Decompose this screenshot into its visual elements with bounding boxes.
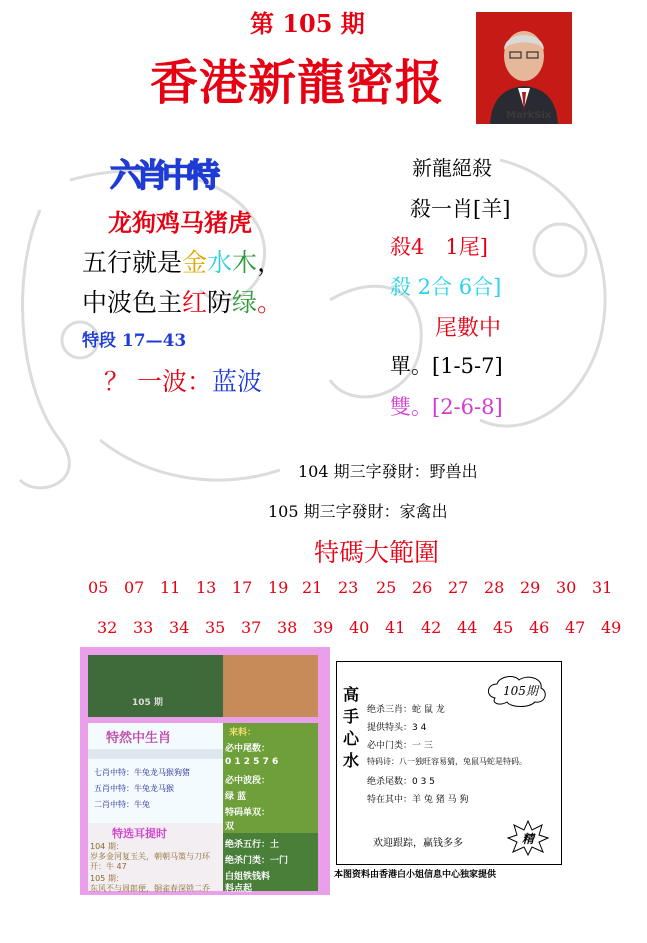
special-number: 23 (338, 578, 359, 597)
promo-poem-1: 104 期： (90, 842, 124, 851)
kill-tail: 殺4 1尾] (390, 235, 488, 259)
special-number: 42 (421, 618, 442, 637)
expert-panel (336, 661, 562, 865)
wuxing-line (82, 243, 282, 279)
expert-char-3: 心 (343, 729, 360, 748)
source-footer: 本图资料由香港白小姐信息中心独家提供 (334, 870, 497, 880)
wuxing-suffix: ， (257, 248, 283, 277)
issue-105-tip: 105 期三字發財：家禽出 (268, 502, 448, 521)
follow-text: 欢迎跟踪，赢钱多多 (373, 838, 463, 849)
expert-line-1: 绝杀三肖：蛇 鼠 龙 (367, 705, 445, 715)
special-number: 33 (133, 618, 154, 637)
one-wave-question: ？ (104, 367, 130, 396)
special-number: 05 (88, 578, 109, 597)
expert-char-1: 高 (343, 685, 360, 704)
six-zodiac-title: 六肖中特 (110, 156, 215, 194)
expert-line-3: 必中门类：一 三 (367, 741, 433, 751)
special-number: 47 (565, 618, 586, 637)
wuxing-prefix: 五行就是 (82, 248, 183, 277)
promo-data-10: 料点起 (225, 884, 253, 894)
promo-line-1: 七肖中特：牛兔龙马猴狗猪 (94, 768, 190, 777)
badge-text: 精 (522, 832, 535, 846)
promo-data-2: 0 1 2 5 7 6 (225, 757, 279, 767)
issue-number: 第 105 期 (250, 9, 365, 38)
wuxing-mu: 木 (232, 248, 258, 277)
promo-header-photo (223, 655, 318, 717)
promo-data-4: 绿 蓝 (225, 792, 247, 802)
page-title: 香港新龍密报 (150, 55, 445, 111)
special-number: 45 (493, 618, 514, 637)
special-number: 31 (592, 578, 613, 597)
special-number: 28 (484, 578, 505, 597)
promo-data-6: 双 (225, 822, 235, 832)
wave-guard: 绿 (232, 288, 258, 317)
kill-title: 新龍絕殺 (412, 156, 492, 180)
special-number: 30 (556, 578, 577, 597)
promo-data-box-2 (223, 833, 318, 894)
expert-line-2: 提供特头：3 4 (367, 723, 427, 733)
expert-vertical-title (343, 684, 359, 772)
promo-poem-2: 岁多金河复玉关，朝朝马策与刀环 (90, 852, 210, 861)
promo-zodiac-title: 特然中生肖 (106, 731, 172, 746)
special-number: 29 (520, 578, 541, 597)
special-number: 38 (277, 618, 298, 637)
promo-poem-title: 特选耳提时 (112, 827, 167, 840)
promo-panel-left (80, 647, 330, 895)
one-wave-value: 蓝波 (211, 367, 262, 396)
promo-data-5: 特码单双： (225, 808, 271, 818)
bubble-text: 105期 (503, 684, 538, 698)
wuxing-jin: 金 (182, 248, 208, 277)
special-number: 37 (241, 618, 262, 637)
portrait-photo (476, 12, 572, 124)
special-number: 19 (268, 578, 289, 597)
expert-line-4: 特码诗：八一独旺容易猜，兔鼠马蛇是特码。 (367, 757, 527, 766)
special-number: 35 (205, 618, 226, 637)
promo-line-2: 五肖中特：牛兔龙马猴 (94, 784, 174, 793)
special-number: 34 (169, 618, 190, 637)
promo-poem-4: 105 期： (90, 874, 124, 883)
special-number: 13 (196, 578, 217, 597)
promo-header-banner (88, 655, 223, 717)
range-title: 特碼大範圍 (314, 538, 440, 567)
wave-main: 红 (182, 288, 208, 317)
expert-line-5: 绝杀尾数：0 3 5 (367, 777, 435, 787)
special-number: 07 (124, 578, 145, 597)
promo-data-title: 来料： (229, 728, 257, 738)
number-row-1 (0, 578, 647, 602)
wuxing-shui: 水 (207, 248, 233, 277)
special-number: 21 (302, 578, 323, 597)
photo-watermark: MarkSix (506, 110, 552, 121)
promo-issue: 105 期 (132, 698, 163, 708)
special-number: 46 (529, 618, 550, 637)
promo-poem-3: 开：牛 47 (90, 862, 127, 871)
special-number: 41 (385, 618, 406, 637)
number-row-2 (0, 618, 647, 642)
special-number: 32 (97, 618, 118, 637)
wave-suffix: 。 (257, 288, 283, 317)
promo-data-box (223, 723, 318, 833)
expert-char-4: 水 (343, 751, 360, 770)
special-number: 27 (448, 578, 469, 597)
expert-char-2: 手 (343, 707, 360, 726)
special-number: 25 (376, 578, 397, 597)
kill-combo: 殺 2合 6合] (390, 275, 502, 299)
one-wave-line (104, 362, 262, 398)
promo-divider (88, 749, 223, 759)
special-number: 40 (349, 618, 370, 637)
portrait-figure (476, 12, 572, 124)
special-number: 44 (457, 618, 478, 637)
special-number: 26 (412, 578, 433, 597)
promo-zodiac-box (88, 723, 223, 823)
tail-title: 尾數中 (435, 316, 502, 341)
special-number: 39 (313, 618, 334, 637)
special-number: 11 (160, 578, 181, 597)
animals-list: 龙狗鸡马猪虎 (108, 208, 252, 237)
kill-one-zodiac: 殺一肖[羊] (410, 197, 511, 221)
issue-104-tip: 104 期三字發財：野兽出 (298, 462, 478, 481)
wave-mid: 防 (207, 288, 233, 317)
promo-data-9: 白姐铁钱料 (225, 872, 271, 882)
special-range: 特段 17—43 (82, 331, 187, 351)
promo-poem-5: 东风不与周郎便，铜雀春深锁二乔 (90, 884, 210, 893)
one-wave-label: 一波： (136, 367, 212, 396)
promo-poem-box (88, 823, 223, 891)
special-number: 49 (601, 618, 622, 637)
odd-tails: 單。[1-5-7] (390, 354, 503, 378)
wave-prefix: 中波色主 (82, 288, 183, 317)
promo-data-1: 必中尾数： (225, 744, 271, 754)
promo-line-3: 二肖中特：牛兔 (94, 800, 150, 809)
promo-data-3: 必中波段： (225, 776, 271, 786)
promo-data-8: 绝杀门类：一门 (225, 856, 289, 866)
expert-line-6: 特在其中：羊 兔 猪 马 狗 (367, 795, 469, 805)
even-tails: 雙。[2-6-8] (390, 395, 503, 419)
wave-color-line (82, 283, 282, 319)
promo-data-7: 绝杀五行：土 (225, 840, 280, 850)
special-number: 17 (232, 578, 253, 597)
